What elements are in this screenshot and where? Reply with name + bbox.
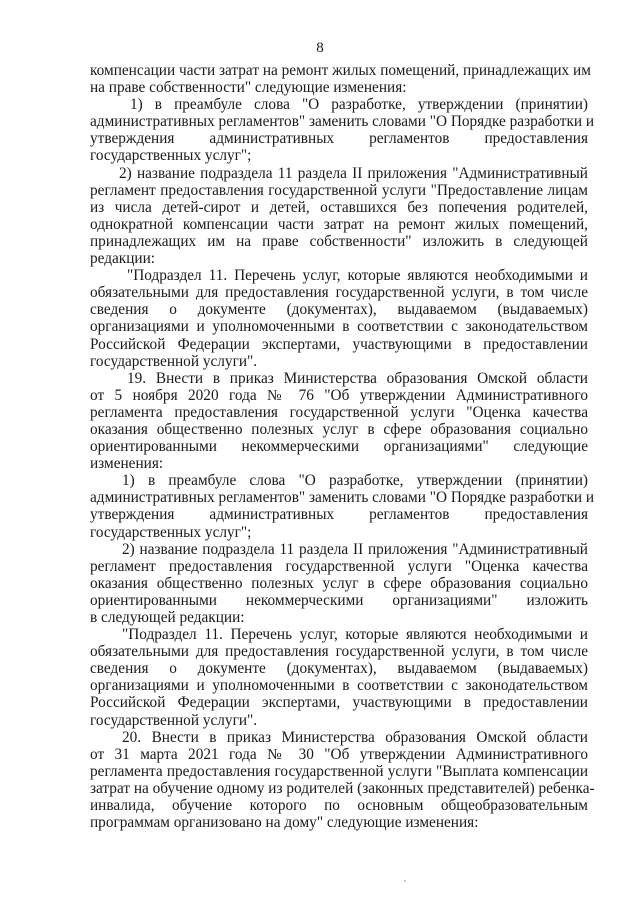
- text-line: "Подраздел 11. Перечень услуг, которые являются необходимыми и: [122, 626, 588, 644]
- text-line: 2) название подраздела 11 раздела II приложения "Административный: [122, 540, 588, 558]
- text-line: 1) в преамбуле слова "О разработке, утверждении (принятии): [122, 472, 588, 490]
- text-line: Российской Федерации экспертами, участвующими в предоставлении: [90, 694, 588, 712]
- text-line: Российской Федерации экспертами, участвующими в предоставлении: [90, 335, 588, 353]
- text-line: регламента предоставления государственной услуги "Выплата компенсации: [90, 762, 588, 780]
- text-line: утверждения административных регламентов предоставления: [90, 130, 588, 148]
- text-line: обязательными для предоставления государственной услуги, в том числе: [90, 284, 588, 302]
- text-line: оказания общественно полезных услуг в сфере образования социально: [90, 574, 588, 592]
- text-line: из числа детей-сирот и детей, оставшихся без попечения родителей,: [90, 198, 588, 216]
- page-number: 8: [316, 40, 324, 56]
- text-line: от 5 ноября 2020 года № 76 "Об утверждении Административного: [90, 386, 588, 404]
- text-line: государственных услуг";: [90, 523, 252, 541]
- text-line: затрат на обучение одному из родителей (законных представителей) ребенка-: [90, 779, 595, 797]
- text-line: оказания общественно полезных услуг в сфере образования социально: [90, 420, 588, 438]
- text-line: изменения:: [90, 455, 164, 473]
- text-line: сведения о документе (документах), выдаваемом (выдаваемых): [90, 660, 588, 678]
- text-line: организациями и уполномоченными в соответствии с законодательством: [90, 318, 588, 336]
- text-line: утверждения административных регламентов предоставления: [90, 506, 588, 524]
- text-line: программам организовано на дому" следующие изменения:: [90, 814, 479, 832]
- text-line: от 31 марта 2021 года № 30 "Об утверждении Административного: [90, 745, 588, 763]
- text-line: 2) название подраздела 11 раздела II приложения "Административный: [119, 164, 588, 182]
- text-line: инвалида, обучение которого по основным общеобразовательным: [90, 797, 588, 815]
- text-line: регламент предоставления государственной услуги "Оценка качества: [90, 557, 588, 575]
- document-body: [90, 62, 595, 832]
- text-line: организациями и уполномоченными в соответствии с законодательством: [90, 677, 588, 695]
- text-line: "Подраздел 11. Перечень услуг, которые являются необходимыми и: [127, 267, 588, 285]
- scan-speck: [404, 880, 406, 882]
- text-line: компенсации части затрат на ремонт жилых помещений, принадлежащих им: [90, 62, 591, 79]
- text-line: обязательными для предоставления государственной услуги, в том числе: [90, 643, 588, 661]
- text-line: 19. Внести в приказ Министерства образования Омской области: [127, 369, 588, 387]
- text-line: ориентированными некоммерческими организациями" изложить: [90, 591, 588, 609]
- text-line: регламент предоставления государственной услуги "Предоставление лицам: [90, 181, 588, 199]
- text-line: государственной услуги".: [90, 352, 258, 370]
- text-line: ориентированными некоммерческими организациями" следующие: [90, 438, 588, 456]
- text-line: регламента предоставления государственной услуги "Оценка качества: [90, 403, 588, 421]
- text-line: в следующей редакции:: [90, 609, 245, 626]
- text-line: 1) в преамбуле слова "О разработке, утверждении (принятии): [130, 96, 588, 114]
- text-line: однократной компенсации части затрат на ремонт жилых помещений,: [90, 215, 588, 233]
- text-line: 20. Внести в приказ Министерства образования Омской области: [122, 728, 588, 746]
- text-line: редакции:: [90, 250, 156, 268]
- text-line: государственной услуги".: [90, 711, 258, 729]
- text-line: административных регламентов" заменить словами "О Порядке разработки и: [90, 113, 595, 131]
- text-line: государственных услуг";: [90, 147, 252, 165]
- text-line: на праве собственности" следующие изменения:: [90, 79, 407, 97]
- text-line: принадлежащих им на праве собственности" изложить в следующей: [90, 232, 588, 250]
- text-line: сведения о документе (документах), выдаваемом (выдаваемых): [90, 301, 588, 319]
- text-line: административных регламентов" заменить словами "О Порядке разработки и: [90, 489, 595, 507]
